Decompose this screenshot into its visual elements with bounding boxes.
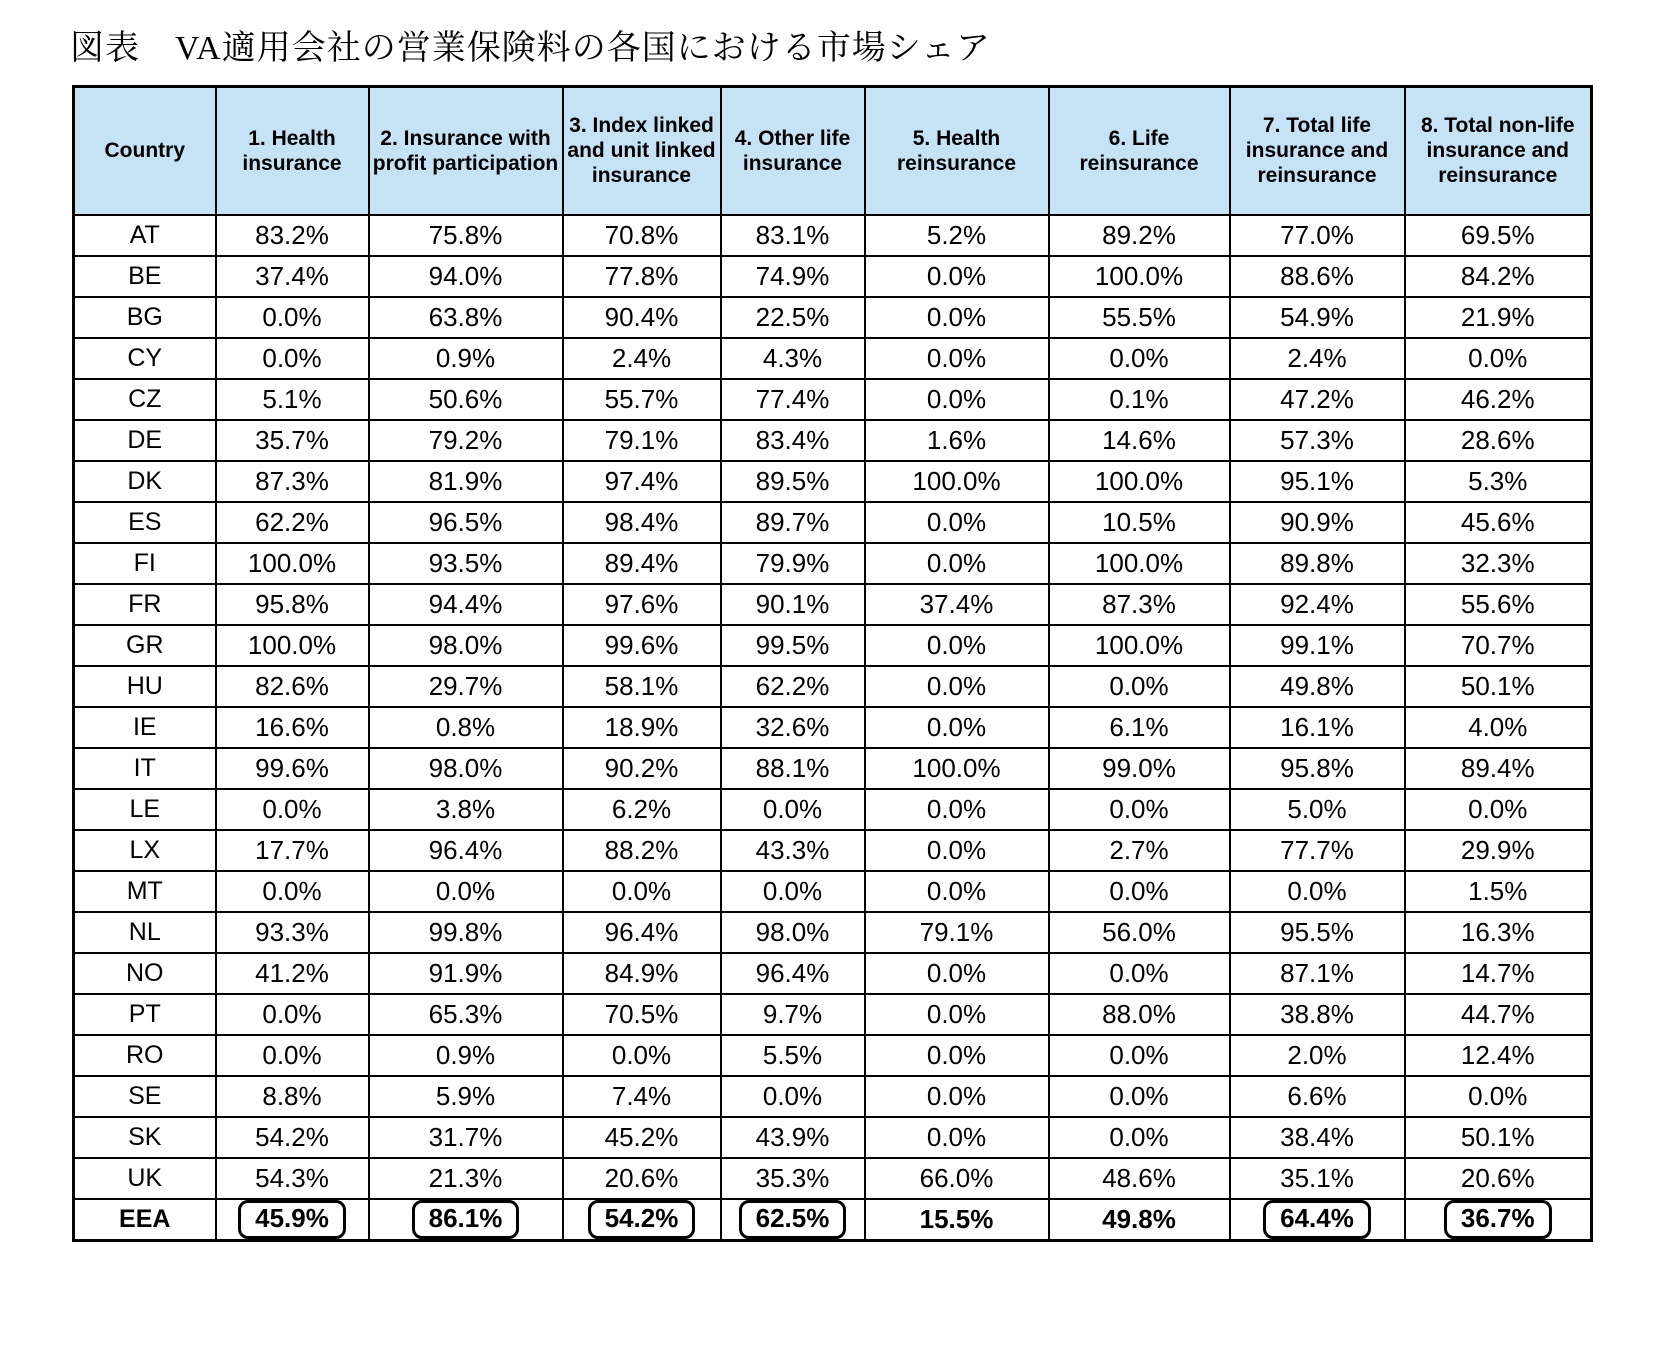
value-cell: 99.8% <box>369 912 563 953</box>
table-row-FR <box>74 584 1592 625</box>
table-row-DK <box>74 461 1592 502</box>
table-row-FI <box>74 543 1592 584</box>
value-cell: 93.5% <box>369 543 563 584</box>
value-cell: 0.0% <box>865 379 1049 420</box>
table-row-NO <box>74 953 1592 994</box>
table-body <box>74 215 1592 1241</box>
value-cell: 32.3% <box>1405 543 1592 584</box>
value-cell: 88.6% <box>1230 256 1405 297</box>
value-cell: 95.8% <box>216 584 369 625</box>
value-cell: 83.2% <box>216 215 369 256</box>
value-cell: 0.0% <box>865 256 1049 297</box>
value-cell: 0.0% <box>563 1035 721 1076</box>
value-cell: 14.7% <box>1405 953 1592 994</box>
value-cell: 0.0% <box>1049 338 1230 379</box>
value-cell: 54.9% <box>1230 297 1405 338</box>
value-cell: 0.0% <box>1405 338 1592 379</box>
value-cell: 7.4% <box>563 1076 721 1117</box>
country-cell: EEA <box>74 1199 216 1241</box>
value-cell: 65.3% <box>369 994 563 1035</box>
value-cell: 0.0% <box>865 871 1049 912</box>
value-cell: 37.4% <box>865 584 1049 625</box>
value-cell: 0.0% <box>865 707 1049 748</box>
value-cell: 0.0% <box>216 789 369 830</box>
value-cell: 83.4% <box>721 420 865 461</box>
value-cell: 21.3% <box>369 1158 563 1199</box>
highlight-box: 54.2% <box>588 1200 696 1239</box>
value-cell: 88.1% <box>721 748 865 789</box>
value-cell: 57.3% <box>1230 420 1405 461</box>
value-cell: 91.9% <box>369 953 563 994</box>
value-cell: 89.4% <box>563 543 721 584</box>
value-cell: 90.1% <box>721 584 865 625</box>
value-cell: 2.0% <box>1230 1035 1405 1076</box>
value-cell: 6.1% <box>1049 707 1230 748</box>
value-cell: 92.4% <box>1230 584 1405 625</box>
value-cell: 5.1% <box>216 379 369 420</box>
value-cell: 0.0% <box>721 1076 865 1117</box>
value-cell: 31.7% <box>369 1117 563 1158</box>
value-cell <box>563 1199 721 1241</box>
value-cell: 4.3% <box>721 338 865 379</box>
value-cell: 79.9% <box>721 543 865 584</box>
value-cell: 10.5% <box>1049 502 1230 543</box>
table-row-UK <box>74 1158 1592 1199</box>
value-cell: 16.1% <box>1230 707 1405 748</box>
country-cell: DK <box>74 461 216 502</box>
table-row-DE <box>74 420 1592 461</box>
value-cell: 49.8% <box>1230 666 1405 707</box>
value-cell: 99.6% <box>563 625 721 666</box>
value-cell: 43.3% <box>721 830 865 871</box>
value-cell: 0.0% <box>216 871 369 912</box>
value-cell: 6.6% <box>1230 1076 1405 1117</box>
value-cell: 5.2% <box>865 215 1049 256</box>
value-cell: 96.4% <box>563 912 721 953</box>
value-cell: 99.0% <box>1049 748 1230 789</box>
value-cell: 0.0% <box>563 871 721 912</box>
value-cell: 2.7% <box>1049 830 1230 871</box>
country-cell: UK <box>74 1158 216 1199</box>
value-cell: 0.0% <box>216 338 369 379</box>
country-cell: IE <box>74 707 216 748</box>
value-cell: 55.7% <box>563 379 721 420</box>
value-cell: 2.4% <box>1230 338 1405 379</box>
value-cell: 50.6% <box>369 379 563 420</box>
column-header-8: 8. Total non-life insurance and reinsurance <box>1405 87 1592 215</box>
value-cell: 87.1% <box>1230 953 1405 994</box>
country-cell: FI <box>74 543 216 584</box>
value-cell: 48.6% <box>1049 1158 1230 1199</box>
value-cell: 0.0% <box>1049 1035 1230 1076</box>
value-cell: 5.3% <box>1405 461 1592 502</box>
value-cell: 79.2% <box>369 420 563 461</box>
value-cell: 17.7% <box>216 830 369 871</box>
highlight-box: 86.1% <box>412 1200 520 1239</box>
table-row-SK <box>74 1117 1592 1158</box>
table-row-EEA <box>74 1199 1592 1241</box>
value-cell: 89.8% <box>1230 543 1405 584</box>
value-cell: 1.6% <box>865 420 1049 461</box>
value-cell: 79.1% <box>865 912 1049 953</box>
country-cell: CY <box>74 338 216 379</box>
table-row-PT <box>74 994 1592 1035</box>
value-cell: 29.7% <box>369 666 563 707</box>
table-row-IE <box>74 707 1592 748</box>
country-cell: AT <box>74 215 216 256</box>
value-cell: 29.9% <box>1405 830 1592 871</box>
value-cell: 0.0% <box>216 1035 369 1076</box>
value-cell: 55.5% <box>1049 297 1230 338</box>
value-cell: 66.0% <box>865 1158 1049 1199</box>
table-row-ES <box>74 502 1592 543</box>
value-cell: 0.0% <box>865 338 1049 379</box>
value-cell: 100.0% <box>216 625 369 666</box>
value-cell: 99.1% <box>1230 625 1405 666</box>
value-cell: 75.8% <box>369 215 563 256</box>
column-header-7: 7. Total life insurance and reinsurance <box>1230 87 1405 215</box>
value-cell: 99.5% <box>721 625 865 666</box>
table-row-CZ <box>74 379 1592 420</box>
value-cell: 90.4% <box>563 297 721 338</box>
value-cell: 84.2% <box>1405 256 1592 297</box>
value-cell: 18.9% <box>563 707 721 748</box>
value-cell: 49.8% <box>1049 1199 1230 1241</box>
value-cell: 77.8% <box>563 256 721 297</box>
value-cell: 90.9% <box>1230 502 1405 543</box>
value-cell: 0.9% <box>369 1035 563 1076</box>
column-header-0: Country <box>74 87 216 215</box>
value-cell: 0.0% <box>865 297 1049 338</box>
table-row-LX <box>74 830 1592 871</box>
value-cell: 35.7% <box>216 420 369 461</box>
table-row-GR <box>74 625 1592 666</box>
value-cell: 100.0% <box>1049 256 1230 297</box>
market-share-table <box>72 85 1593 1242</box>
value-cell: 89.7% <box>721 502 865 543</box>
value-cell: 95.1% <box>1230 461 1405 502</box>
value-cell: 0.1% <box>1049 379 1230 420</box>
value-cell: 12.4% <box>1405 1035 1592 1076</box>
value-cell: 77.7% <box>1230 830 1405 871</box>
country-cell: PT <box>74 994 216 1035</box>
value-cell: 2.4% <box>563 338 721 379</box>
country-cell: LX <box>74 830 216 871</box>
table-row-BG <box>74 297 1592 338</box>
value-cell: 0.0% <box>1049 953 1230 994</box>
table-row-MT <box>74 871 1592 912</box>
value-cell: 100.0% <box>1049 543 1230 584</box>
value-cell <box>1230 1199 1405 1241</box>
country-cell: GR <box>74 625 216 666</box>
value-cell: 0.0% <box>865 666 1049 707</box>
highlight-box: 45.9% <box>238 1200 346 1239</box>
value-cell: 41.2% <box>216 953 369 994</box>
value-cell: 0.0% <box>369 871 563 912</box>
value-cell: 0.9% <box>369 338 563 379</box>
value-cell: 14.6% <box>1049 420 1230 461</box>
table-row-BE <box>74 256 1592 297</box>
table-row-AT <box>74 215 1592 256</box>
value-cell <box>721 1199 865 1241</box>
value-cell: 56.0% <box>1049 912 1230 953</box>
value-cell: 100.0% <box>1049 461 1230 502</box>
value-cell: 1.5% <box>1405 871 1592 912</box>
value-cell: 58.1% <box>563 666 721 707</box>
country-cell: BG <box>74 297 216 338</box>
value-cell: 44.7% <box>1405 994 1592 1035</box>
value-cell: 98.4% <box>563 502 721 543</box>
value-cell: 0.8% <box>369 707 563 748</box>
value-cell: 35.3% <box>721 1158 865 1199</box>
value-cell: 0.0% <box>1049 666 1230 707</box>
country-cell: BE <box>74 256 216 297</box>
value-cell: 47.2% <box>1230 379 1405 420</box>
column-header-1: 1. Health insurance <box>216 87 369 215</box>
value-cell: 37.4% <box>216 256 369 297</box>
value-cell: 0.0% <box>865 1076 1049 1117</box>
table-row-LE <box>74 789 1592 830</box>
table-row-NL <box>74 912 1592 953</box>
value-cell: 54.3% <box>216 1158 369 1199</box>
value-cell: 0.0% <box>1049 1117 1230 1158</box>
value-cell: 5.0% <box>1230 789 1405 830</box>
value-cell: 6.2% <box>563 789 721 830</box>
value-cell: 96.4% <box>369 830 563 871</box>
value-cell: 89.4% <box>1405 748 1592 789</box>
column-header-4: 4. Other life insurance <box>721 87 865 215</box>
table-row-IT <box>74 748 1592 789</box>
value-cell: 0.0% <box>1405 789 1592 830</box>
value-cell: 0.0% <box>865 502 1049 543</box>
column-header-6: 6. Life reinsurance <box>1049 87 1230 215</box>
value-cell: 45.6% <box>1405 502 1592 543</box>
column-header-5: 5. Health reinsurance <box>865 87 1049 215</box>
value-cell: 94.4% <box>369 584 563 625</box>
value-cell: 16.3% <box>1405 912 1592 953</box>
value-cell: 96.4% <box>721 953 865 994</box>
value-cell: 100.0% <box>216 543 369 584</box>
value-cell: 62.2% <box>216 502 369 543</box>
country-cell: SK <box>74 1117 216 1158</box>
value-cell: 87.3% <box>1049 584 1230 625</box>
table-row-RO <box>74 1035 1592 1076</box>
value-cell: 77.4% <box>721 379 865 420</box>
value-cell: 38.4% <box>1230 1117 1405 1158</box>
value-cell: 20.6% <box>563 1158 721 1199</box>
column-header-2: 2. Insurance with profit participation <box>369 87 563 215</box>
value-cell: 50.1% <box>1405 666 1592 707</box>
value-cell: 88.0% <box>1049 994 1230 1035</box>
value-cell: 83.1% <box>721 215 865 256</box>
value-cell: 20.6% <box>1405 1158 1592 1199</box>
value-cell: 45.2% <box>563 1117 721 1158</box>
value-cell: 79.1% <box>563 420 721 461</box>
highlight-box: 62.5% <box>739 1200 847 1239</box>
country-cell: NO <box>74 953 216 994</box>
value-cell: 97.4% <box>563 461 721 502</box>
value-cell: 93.3% <box>216 912 369 953</box>
table-row-CY <box>74 338 1592 379</box>
value-cell: 22.5% <box>721 297 865 338</box>
value-cell: 89.2% <box>1049 215 1230 256</box>
country-cell: ES <box>74 502 216 543</box>
value-cell: 70.8% <box>563 215 721 256</box>
value-cell: 8.8% <box>216 1076 369 1117</box>
value-cell: 0.0% <box>216 297 369 338</box>
value-cell: 0.0% <box>1405 1076 1592 1117</box>
value-cell: 95.5% <box>1230 912 1405 953</box>
value-cell: 0.0% <box>865 830 1049 871</box>
value-cell: 100.0% <box>865 748 1049 789</box>
column-header-3: 3. Index linked and unit linked insurance <box>563 87 721 215</box>
value-cell: 4.0% <box>1405 707 1592 748</box>
value-cell: 74.9% <box>721 256 865 297</box>
value-cell: 96.5% <box>369 502 563 543</box>
value-cell: 100.0% <box>1049 625 1230 666</box>
country-cell: CZ <box>74 379 216 420</box>
value-cell: 0.0% <box>1230 871 1405 912</box>
value-cell: 81.9% <box>369 461 563 502</box>
value-cell: 98.0% <box>369 748 563 789</box>
value-cell: 0.0% <box>721 789 865 830</box>
value-cell: 5.9% <box>369 1076 563 1117</box>
table-row-SE <box>74 1076 1592 1117</box>
value-cell: 0.0% <box>865 994 1049 1035</box>
value-cell: 98.0% <box>721 912 865 953</box>
country-cell: MT <box>74 871 216 912</box>
value-cell: 98.0% <box>369 625 563 666</box>
value-cell: 0.0% <box>1049 1076 1230 1117</box>
value-cell: 0.0% <box>1049 789 1230 830</box>
value-cell: 21.9% <box>1405 297 1592 338</box>
value-cell: 88.2% <box>563 830 721 871</box>
value-cell: 0.0% <box>1049 871 1230 912</box>
value-cell: 54.2% <box>216 1117 369 1158</box>
value-cell: 90.2% <box>563 748 721 789</box>
value-cell: 69.5% <box>1405 215 1592 256</box>
value-cell: 0.0% <box>721 871 865 912</box>
header-row <box>74 87 1592 215</box>
country-cell: RO <box>74 1035 216 1076</box>
value-cell: 28.6% <box>1405 420 1592 461</box>
value-cell: 0.0% <box>865 1035 1049 1076</box>
value-cell: 55.6% <box>1405 584 1592 625</box>
country-cell: DE <box>74 420 216 461</box>
value-cell: 15.5% <box>865 1199 1049 1241</box>
value-cell <box>1405 1199 1592 1241</box>
country-cell: IT <box>74 748 216 789</box>
table-row-HU <box>74 666 1592 707</box>
value-cell: 16.6% <box>216 707 369 748</box>
value-cell: 32.6% <box>721 707 865 748</box>
value-cell: 82.6% <box>216 666 369 707</box>
value-cell: 3.8% <box>369 789 563 830</box>
value-cell: 100.0% <box>865 461 1049 502</box>
value-cell: 95.8% <box>1230 748 1405 789</box>
value-cell: 38.8% <box>1230 994 1405 1035</box>
value-cell: 0.0% <box>865 625 1049 666</box>
value-cell <box>216 1199 369 1241</box>
value-cell: 46.2% <box>1405 379 1592 420</box>
country-cell: HU <box>74 666 216 707</box>
value-cell: 99.6% <box>216 748 369 789</box>
value-cell: 0.0% <box>216 994 369 1035</box>
country-cell: LE <box>74 789 216 830</box>
highlight-box: 64.4% <box>1263 1200 1371 1239</box>
figure-title: 図表 VA適用会社の営業保険料の各国における市場シェア <box>70 30 992 67</box>
value-cell: 84.9% <box>563 953 721 994</box>
value-cell: 77.0% <box>1230 215 1405 256</box>
value-cell: 35.1% <box>1230 1158 1405 1199</box>
value-cell: 5.5% <box>721 1035 865 1076</box>
value-cell: 89.5% <box>721 461 865 502</box>
table-header <box>74 87 1592 215</box>
value-cell <box>369 1199 563 1241</box>
value-cell: 9.7% <box>721 994 865 1035</box>
value-cell: 97.6% <box>563 584 721 625</box>
value-cell: 87.3% <box>216 461 369 502</box>
value-cell: 63.8% <box>369 297 563 338</box>
country-cell: NL <box>74 912 216 953</box>
value-cell: 94.0% <box>369 256 563 297</box>
country-cell: FR <box>74 584 216 625</box>
value-cell: 0.0% <box>865 953 1049 994</box>
value-cell: 0.0% <box>865 543 1049 584</box>
value-cell: 43.9% <box>721 1117 865 1158</box>
value-cell: 0.0% <box>865 789 1049 830</box>
highlight-box: 36.7% <box>1444 1200 1552 1239</box>
value-cell: 70.5% <box>563 994 721 1035</box>
country-cell: SE <box>74 1076 216 1117</box>
value-cell: 70.7% <box>1405 625 1592 666</box>
value-cell: 50.1% <box>1405 1117 1592 1158</box>
value-cell: 62.2% <box>721 666 865 707</box>
value-cell: 0.0% <box>865 1117 1049 1158</box>
